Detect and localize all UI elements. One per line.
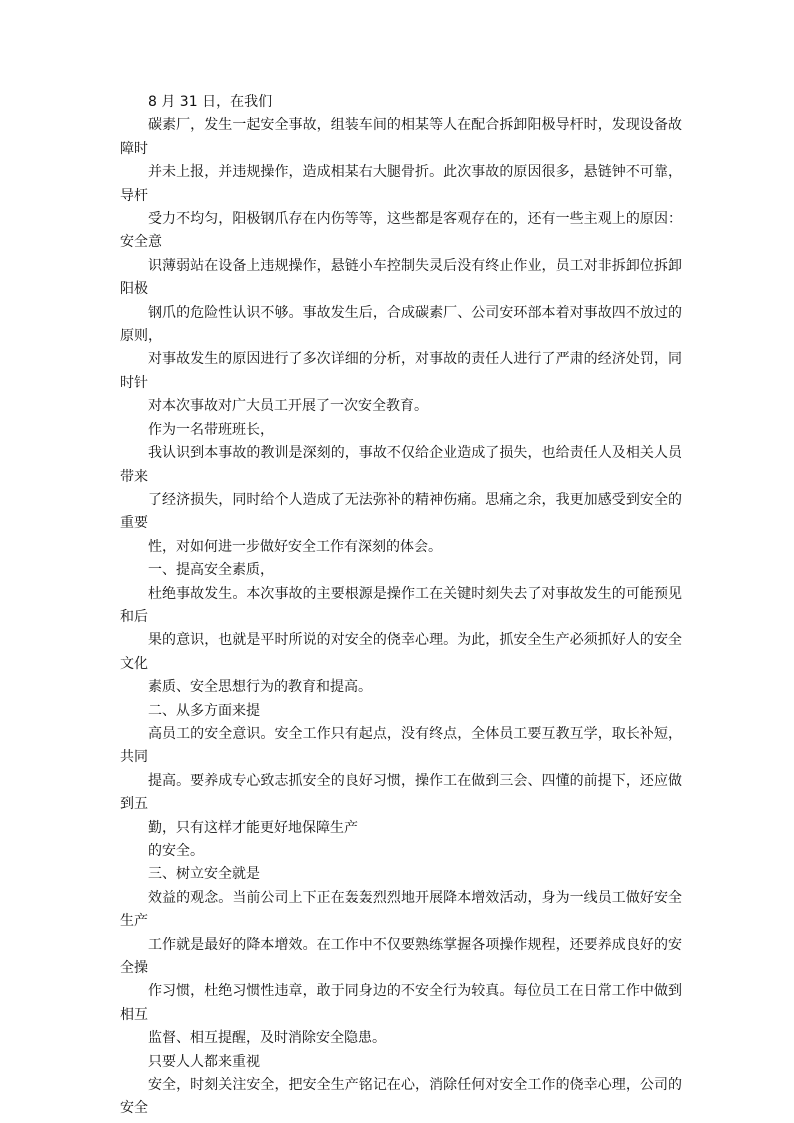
section-heading: 二、从多方面来提 [148,702,260,719]
document-body [120,91,682,1121]
paragraph: 8 月 31 日，在我们 [148,94,273,110]
section-heading: 三、树立安全就是 [148,866,260,883]
paragraph: 钢爪的危险性认识不够。事故发生后，合成碳素厂、公司安环部本着对事故四不放过的原则， [120,304,682,345]
paragraph: 识薄弱站在设备上违规操作，悬链小车控制失灵后没有终止作业，员工对非拆卸位拆卸阳极 [120,257,682,298]
paragraph: 素质、安全思想行为的教育和提高。 [148,679,372,696]
paragraph: 果的意识，也就是平时所说的对安全的侥幸心理。为此，抓安全生产必须抓好人的安全文化 [120,632,682,672]
paragraph: 性，对如何进一步做好安全工作有深刻的体会。 [148,538,442,555]
paragraph: 提高。要养成专心致志抓安全的良好习惯，操作工在做到三会、四懂的前提下，还应做到五 [120,772,682,813]
paragraph: 安全，时刻关注安全，把安全生产铭记在心，消除任何对安全工作的侥幸心理，公司的安全 [120,1077,682,1117]
paragraph: 只要人人都来重视 [148,1053,260,1070]
paragraph: 杜绝事故发生。本次事故的主要根源是操作工在关键时刻失去了对事故发生的可能预见和后 [120,585,682,625]
paragraph: 作为一名带班班长， [148,421,274,438]
paragraph: 对事故发生的原因进行了多次详细的分析，对事故的责任人进行了严肃的经济处罚，同时针 [120,351,682,391]
paragraph: 对本次事故对广大员工开展了一次安全教育。 [148,398,428,415]
paragraph: 效益的观念。当前公司上下正在轰轰烈烈地开展降本增效活动，身为一线员工做好安全生产 [120,889,682,930]
paragraph: 勤，只有这样才能更好地保障生产 [148,819,358,836]
paragraph: 监督、相互提醒，及时消除安全隐患。 [148,1030,386,1047]
paragraph: 我认识到本事故的教训是深刻的，事故不仅给企业造成了损失，也给责任人及相关人员带来 [120,445,682,485]
paragraph: 碳素厂，发生一起安全事故，组装车间的相某等人在配合拆卸阳极导杆时，发现设备故障时 [120,117,682,157]
paragraph: 受力不均匀，阳极钢爪存在内伤等等，这些都是客观存在的，还有一些主观上的原因：安全意 [120,211,682,251]
paragraph: 工作就是最好的降本增效。在工作中不仅要熟练掌握各项操作规程，还要养成良好的安全操 [120,936,682,977]
paragraph: 了经济损失，同时给个人造成了无法弥补的精神伤痛。思痛之余，我更加感受到安全的重要 [120,491,682,532]
section-heading: 一、提高安全素质， [148,562,274,579]
paragraph: 高员工的安全意识。安全工作只有起点，没有终点，全体员工要互教互学，取长补短，共同 [120,725,682,766]
paragraph: 并未上报，并违规操作，造成相某右大腿骨折。此次事故的原因很多，悬链钟不可靠，导杆 [120,164,682,204]
paragraph: 作习惯，杜绝习惯性违章，敢于同身边的不安全行为较真。每位员工在日常工作中做到相互 [120,983,682,1023]
paragraph: 的安全。 [148,843,204,859]
